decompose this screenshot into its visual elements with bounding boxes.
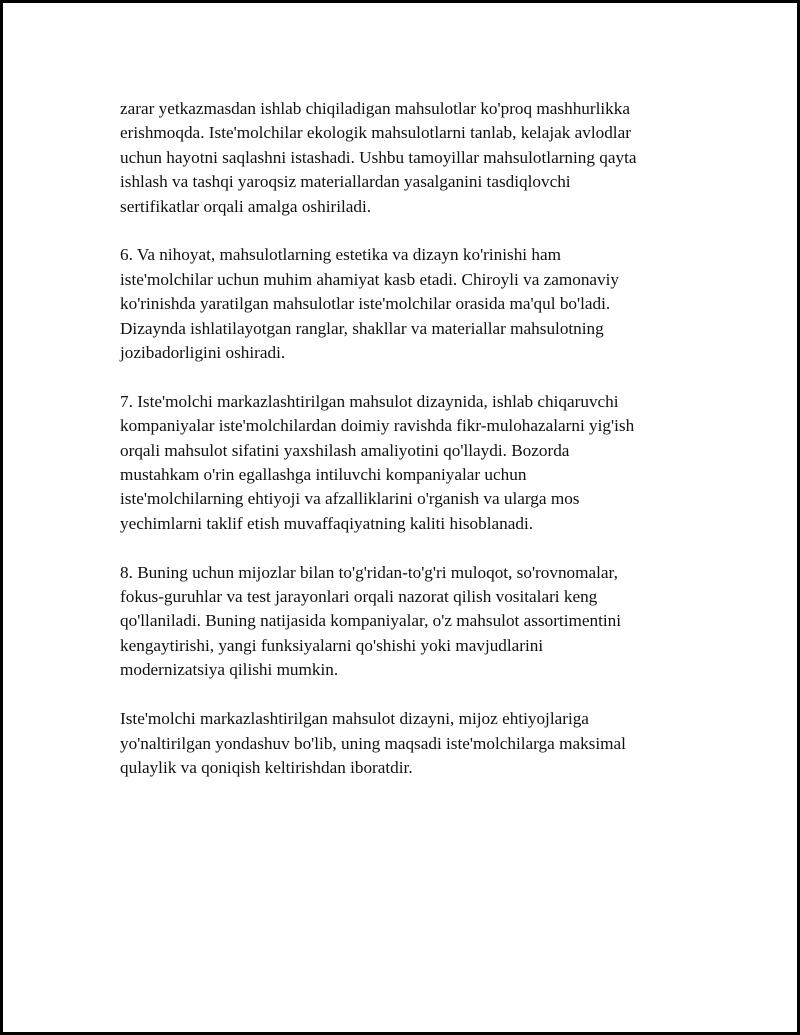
document-body: [120, 97, 710, 805]
paragraph-6: 6. Va nihoyat, mahsulotlarning estetika va dizayn ko'rinishi ham iste'molchilar uchun muhim ahamiyat kasb etadi. Chiroyli va zamonaviy ko'rinishda yaratilgan mahsulotlar iste'molchilar orasida ma'qul bo'ladi. Dizaynda ishlatilayotgan ranglar, shakllar va materiallar mahsulotning jozibadorligini oshiradi.: [120, 245, 620, 363]
paragraph-7: 7. Iste'molchi markazlashtirilgan mahsulot dizaynida, ishlab chiqaruvchi kompaniyalar iste'molchilardan doimiy ravishda fikr-mulohazalarni yig'ish orqali mahsulot sifatini yaxshilash amaliyotini qo'llaydi. Bozorda mustahkam o'rin egallashga intiluvchi kompaniyalar uchun iste'molchilarning ehtiyoji va afzalliklarini o'rganish va ularga mos yechimlarni taklif etish muvaffaqiyatning kaliti hisoblanadi.: [120, 391, 635, 533]
paragraph-intro-continuation: zarar yetkazmasdan ishlab chiqiladigan mahsulotlar ko'proq mashhurlikka erishmoqda. Iste'molchilar ekologik mahsulotlarni tanlab, kelajak avlodlar uchun hayotni saqlashni istashadi. Ushbu tamoyillar mahsulotlarning qayta ishlash va tashqi yaroqsiz materiallardan yasalganini tasdiqlovchi sertifikatlar orqali amalga oshiriladi.: [120, 99, 637, 216]
paragraph-conclusion: Iste'molchi markazlashtirilgan mahsulot dizayni, mijoz ehtiyojlariga yo'naltirilgan yondashuv bo'lib, uning maqsadi iste'molchilarga maksimal qulaylik va qoniqish keltirishdan iboratdir.: [120, 709, 626, 777]
paragraph-8: 8. Buning uchun mijozlar bilan to'g'ridan-to'g'ri muloqot, so'rovnomalar, fokus-guruhlar va test jarayonlari orqali nazorat qilish vositalari keng qo'llaniladi. Buning natijasida kompaniyalar, o'z mahsulot assortimentini kengaytirishi, yangi funksiyalarni qo'shishi yoki mavjudlarini modernizatsiya qilishi mumkin.: [120, 562, 621, 680]
